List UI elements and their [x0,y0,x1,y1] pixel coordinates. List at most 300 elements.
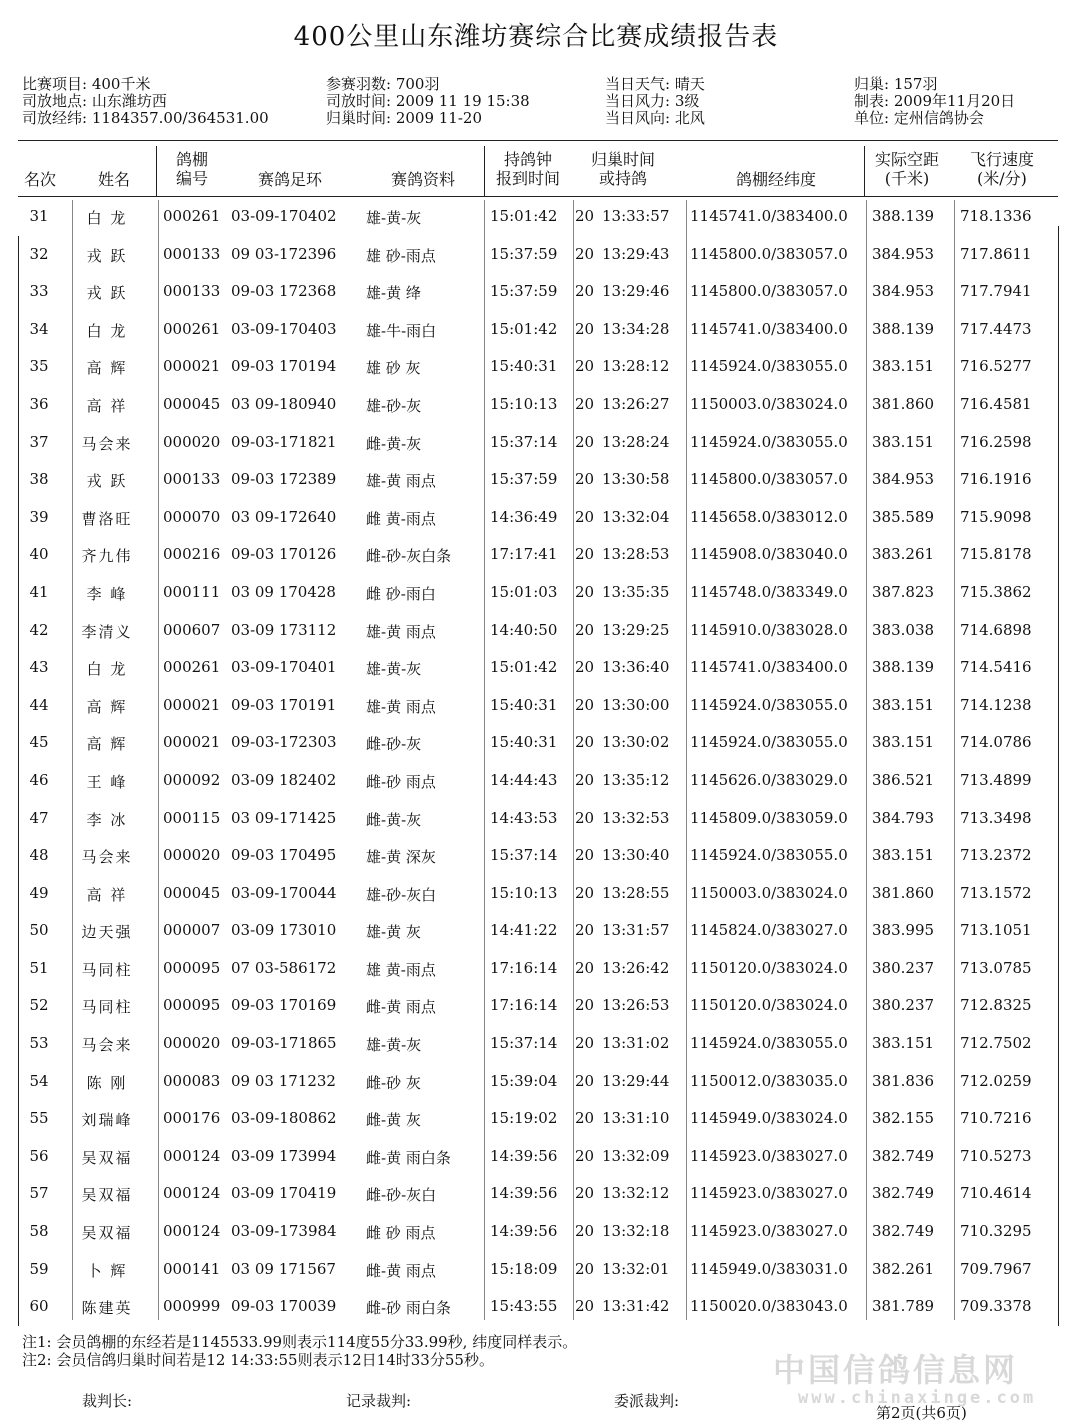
cell-arrival-time: 13:29:43 [602,244,670,263]
cell-rank: 43 [29,658,49,677]
cell-ring-number: 03 09 170428 [231,582,336,601]
cell-loft-id: 000216 [163,545,221,564]
cell-loft-id: 000021 [163,357,221,376]
cell-loft-id: 000133 [163,282,221,301]
cell-clock-time: 15:43:55 [490,1297,558,1316]
cell-ring-number: 09-03 170039 [231,1297,337,1316]
cell-speed: 717.4473 [960,319,1032,338]
table-row [0,837,1072,875]
cell-clock-time: 15:10:13 [490,883,558,902]
cell-ring-number: 09 03 171232 [231,1071,336,1090]
cell-loft-coordinates: 1150003.0/383024.0 [690,883,848,902]
cell-rank: 55 [29,1109,49,1128]
table-row [0,499,1072,537]
cell-rank: 49 [29,883,49,902]
cell-arrival-time: 13:34:28 [602,319,670,338]
cell-distance: 383.261 [872,545,935,564]
cell-loft-id: 000020 [163,846,221,865]
cell-pigeon-info: 雄-黄 绛 [366,284,421,303]
cell-ring-number: 03 09-180940 [231,394,337,413]
cell-name: 高 辉 [86,735,128,754]
meta-col-1 [22,76,269,127]
cell-clock-time: 14:40:50 [490,620,558,639]
cell-speed: 718.1336 [960,207,1032,225]
cell-ring-number: 09-03-172303 [231,733,337,752]
cell-clock-time: 15:10:13 [490,394,558,413]
cell-arrival-day: 20 [575,1184,595,1203]
cell-distance: 381.789 [872,1297,935,1316]
cell-ring-number: 09-03 172389 [231,470,337,489]
table-row [0,273,1072,311]
header-arrival: 归巢时间 或持鸽 [590,150,655,188]
table-row [0,1100,1072,1138]
cell-loft-coordinates: 1145923.0/383027.0 [690,1146,848,1165]
table-row [0,1288,1072,1326]
cell-arrival-time: 13:36:40 [602,658,670,677]
cell-ring-number: 03 09-172640 [231,507,337,526]
cell-arrival-day: 20 [575,357,595,376]
table-row [0,348,1072,386]
cell-ring-number: 07 03-586172 [231,958,337,977]
table-row [0,912,1072,950]
cell-loft-id: 000007 [163,921,221,940]
cell-loft-coordinates: 1145924.0/383055.0 [690,432,848,451]
cell-clock-time: 17:16:14 [490,996,558,1015]
signature-chief-referee: 裁判长: [82,1392,133,1410]
meta-item: 当日风力: 3级 [605,92,700,110]
table-row [0,1138,1072,1176]
cell-pigeon-info: 雌-砂-灰 [366,735,422,754]
cell-arrival-time: 13:28:24 [602,432,670,451]
cell-loft-id: 000261 [163,319,221,338]
cell-ring-number: 03-09 173112 [231,620,337,639]
cell-speed: 716.4581 [960,394,1032,413]
cell-distance: 388.139 [872,658,935,677]
cell-arrival-day: 20 [575,620,595,639]
header-bottom-rule [18,196,1058,197]
cell-loft-id: 000115 [163,808,221,827]
cell-rank: 53 [29,1034,49,1053]
cell-loft-coordinates: 1145824.0/383027.0 [690,921,848,940]
cell-arrival-time: 13:35:12 [602,770,670,789]
cell-loft-id: 000092 [163,770,221,789]
cell-distance: 383.151 [872,432,935,451]
cell-rank: 37 [29,432,49,451]
cell-distance: 382.749 [872,1222,935,1241]
cell-arrival-time: 13:32:18 [602,1222,670,1241]
cell-rank: 42 [29,620,49,639]
meta-item: 归巢: 157羽 [854,75,938,93]
cell-rank: 48 [29,846,49,865]
footnotes [22,1333,577,1369]
cell-speed: 714.0786 [960,733,1032,752]
cell-loft-id: 000607 [163,620,221,639]
cell-loft-id: 000176 [163,1109,221,1128]
cell-loft-id: 000021 [163,695,221,714]
cell-ring-number: 03-09-170044 [231,883,337,902]
cell-ring-number: 03-09-180862 [231,1109,337,1128]
cell-speed: 715.8178 [960,545,1032,564]
cell-speed: 716.5277 [960,357,1032,376]
table-row [0,1251,1072,1289]
cell-ring-number: 09 03-172396 [231,244,337,263]
table-row [0,236,1072,274]
cell-pigeon-info: 雌-黄 雨点 [366,998,436,1017]
header-coord: 鸽棚经纬度 [735,170,816,189]
cell-arrival-time: 13:28:55 [602,883,670,902]
cell-loft-coordinates: 1145924.0/383055.0 [690,733,848,752]
cell-rank: 35 [29,357,49,376]
cell-pigeon-info: 雄-黄-灰 [366,1036,422,1055]
cell-loft-id: 000095 [163,958,221,977]
cell-pigeon-info: 雄-黄 灰 [366,923,421,942]
cell-name: 马会来 [81,1036,133,1055]
cell-loft-id: 000070 [163,507,221,526]
table-top-rule [18,140,1058,141]
cell-pigeon-info: 雄-砂-灰白 [366,885,437,904]
cell-loft-coordinates: 1145924.0/383055.0 [690,846,848,865]
cell-loft-coordinates: 1145910.0/383028.0 [690,620,848,639]
cell-distance: 384.953 [872,470,935,489]
cell-rank: 45 [29,733,49,752]
page-number: 第2页(共6页) [876,1404,967,1422]
cell-loft-coordinates: 1145800.0/383057.0 [690,244,848,263]
meta-item: 参赛羽数: 700羽 [326,75,440,93]
cell-distance: 388.139 [872,207,935,225]
meta-item: 比赛项目: 400千米 [22,75,151,93]
cell-name: 曹洛旺 [81,509,133,528]
cell-speed: 714.1238 [960,695,1032,714]
cell-rank: 57 [29,1184,49,1203]
cell-speed: 715.3862 [960,582,1032,601]
cell-name: 马同柱 [81,998,133,1017]
cell-loft-coordinates: 1145800.0/383057.0 [690,470,848,489]
cell-pigeon-info: 雄 黄-雨点 [366,960,436,979]
cell-loft-coordinates: 1145741.0/383400.0 [690,319,848,338]
cell-loft-coordinates: 1150020.0/383043.0 [690,1297,848,1316]
cell-pigeon-info: 雄-牛-雨白 [366,321,437,340]
cell-arrival-day: 20 [575,770,595,789]
cell-rank: 50 [29,921,49,940]
cell-loft-id: 000045 [163,883,221,902]
header-speed: 飞行速度 (米/分) [969,150,1034,188]
cell-rank: 34 [29,319,49,338]
cell-pigeon-info: 雄-砂-灰 [366,396,422,415]
meta-item: 司放地点: 山东潍坊西 [22,92,167,110]
cell-clock-time: 15:37:59 [490,244,558,263]
cell-arrival-time: 13:29:44 [602,1071,670,1090]
cell-arrival-time: 13:28:53 [602,545,670,564]
cell-arrival-day: 20 [575,958,595,977]
cell-clock-time: 15:39:04 [490,1071,558,1090]
cell-pigeon-info: 雄-黄 雨点 [366,697,436,716]
cell-rank: 54 [29,1071,49,1090]
cell-arrival-time: 13:31:42 [602,1297,670,1316]
cell-arrival-day: 20 [575,1071,595,1090]
cell-arrival-time: 13:32:01 [602,1259,670,1278]
cell-arrival-time: 13:26:42 [602,958,670,977]
cell-name: 高 辉 [86,359,128,378]
cell-arrival-time: 13:26:27 [602,394,670,413]
watermark-url: www.chinaxinge.com [798,1388,1037,1408]
cell-name: 马同柱 [81,960,133,979]
cell-pigeon-info: 雌-砂 雨点 [366,772,436,791]
cell-loft-coordinates: 1145626.0/383029.0 [690,770,848,789]
cell-distance: 381.860 [872,394,935,413]
meta-col-2 [326,76,530,127]
table-row [0,687,1072,725]
table-row [0,536,1072,574]
cell-ring-number: 03 09-171425 [231,808,337,827]
cell-speed: 713.3498 [960,808,1032,827]
cell-rank: 59 [29,1259,49,1278]
col-divider [484,146,485,196]
cell-ring-number: 09-03-171821 [231,432,337,451]
cell-name: 王 峰 [86,772,128,791]
table-row [0,724,1072,762]
table-row [0,762,1072,800]
cell-ring-number: 09-03 170191 [231,695,337,714]
cell-name: 白 龙 [86,209,128,227]
cell-name: 戎 跃 [86,246,128,265]
watermark: 中国信鸽信息网 [773,1351,1019,1389]
cell-pigeon-info: 雌-黄 灰 [366,1111,421,1130]
cell-pigeon-info: 雌-砂-灰白 [366,1186,437,1205]
cell-speed: 714.5416 [960,658,1032,677]
cell-arrival-day: 20 [575,1146,595,1165]
cell-loft-id: 000133 [163,470,221,489]
cell-pigeon-info: 雌 砂-雨白 [366,584,436,603]
cell-rank: 46 [29,770,49,789]
cell-speed: 714.6898 [960,620,1032,639]
cell-name: 刘瑞峰 [81,1111,133,1130]
cell-loft-id: 000095 [163,996,221,1015]
cell-arrival-day: 20 [575,1109,595,1128]
cell-speed: 710.4614 [960,1184,1032,1203]
cell-arrival-day: 20 [575,582,595,601]
cell-clock-time: 17:16:14 [490,958,558,977]
cell-rank: 33 [29,282,49,301]
cell-pigeon-info: 雄-黄 雨点 [366,472,436,491]
table-row [0,612,1072,650]
cell-clock-time: 15:01:42 [490,207,558,225]
cell-speed: 710.7216 [960,1109,1032,1128]
cell-pigeon-info: 雄 砂-雨点 [366,246,436,265]
table-row [0,987,1072,1025]
cell-loft-coordinates: 1145924.0/383055.0 [690,695,848,714]
cell-clock-time: 14:43:53 [490,808,558,827]
meta-item: 归巢时间: 2009 11-20 [326,109,483,127]
cell-arrival-day: 20 [575,921,595,940]
cell-clock-time: 15:37:59 [490,470,558,489]
cell-distance: 382.749 [872,1146,935,1165]
cell-name: 马会来 [81,434,133,453]
cell-ring-number: 03 09 171567 [231,1259,336,1278]
cell-rank: 56 [29,1146,49,1165]
cell-clock-time: 17:17:41 [490,545,558,564]
cell-ring-number: 03-09 182402 [231,770,337,789]
cell-name: 吴双福 [81,1148,133,1167]
cell-loft-coordinates: 1145923.0/383027.0 [690,1222,848,1241]
cell-arrival-time: 13:33:57 [602,207,670,225]
cell-arrival-day: 20 [575,244,595,263]
cell-name: 戎 跃 [86,472,128,491]
cell-loft-coordinates: 1145924.0/383055.0 [690,1034,848,1053]
table-row [0,386,1072,424]
cell-loft-id: 000083 [163,1071,221,1090]
table-row [0,649,1072,687]
cell-distance: 387.823 [872,582,935,601]
cell-name: 吴双福 [81,1224,133,1243]
cell-arrival-day: 20 [575,507,595,526]
cell-speed: 710.3295 [960,1222,1032,1241]
cell-distance: 381.836 [872,1071,935,1090]
cell-clock-time: 14:41:22 [490,921,558,940]
meta-item: 制表: 2009年11月20日 [854,92,1016,110]
cell-arrival-day: 20 [575,1222,595,1241]
col-divider [156,146,157,196]
cell-arrival-day: 20 [575,545,595,564]
cell-arrival-day: 20 [575,1034,595,1053]
cell-ring-number: 09-03 170495 [231,846,337,865]
signature-record-referee: 记录裁判: [346,1392,412,1410]
cell-loft-coordinates: 1145923.0/383027.0 [690,1184,848,1203]
cell-arrival-time: 13:31:02 [602,1034,670,1053]
header-ring: 赛鸽足环 [257,170,322,189]
cell-ring-number: 03-09 170419 [231,1184,337,1203]
cell-speed: 715.9098 [960,507,1032,526]
cell-ring-number: 03-09 173010 [231,921,337,940]
cell-pigeon-info: 雌-砂 雨白条 [366,1299,451,1318]
cell-pigeon-info: 雄-黄-灰 [366,660,422,679]
cell-clock-time: 15:37:14 [490,1034,558,1053]
cell-rank: 47 [29,808,49,827]
cell-loft-coordinates: 1145748.0/383349.0 [690,582,848,601]
cell-distance: 380.237 [872,958,935,977]
cell-loft-id: 000124 [163,1146,221,1165]
meta-item: 当日天气: 晴天 [605,75,705,93]
cell-clock-time: 15:40:31 [490,695,558,714]
cell-pigeon-info: 雌-黄-灰 [366,810,422,829]
footnote: 注2: 会员信鸽归巢时间若是12 14:33:55则表示12日14时33分55秒。 [22,1351,494,1369]
cell-distance: 384.953 [872,244,935,263]
cell-rank: 38 [29,470,49,489]
table-row [0,198,1072,236]
cell-distance: 383.995 [872,921,935,940]
table-row [0,1063,1072,1101]
cell-pigeon-info: 雌-黄-灰 [366,434,422,453]
meta-item: 司放时间: 2009 11 19 15:38 [326,92,530,110]
cell-speed: 713.4899 [960,770,1032,789]
cell-clock-time: 14:39:56 [490,1146,558,1165]
cell-distance: 383.038 [872,620,935,639]
cell-arrival-time: 13:29:46 [602,282,670,301]
cell-ring-number: 03-09-170401 [231,658,337,677]
header-name: 姓名 [97,170,130,189]
cell-speed: 713.1051 [960,921,1032,940]
meta-col-3 [605,76,705,127]
cell-arrival-day: 20 [575,319,595,338]
meta-col-4 [854,76,1015,127]
cell-speed: 712.0259 [960,1071,1032,1090]
cell-rank: 32 [29,244,49,263]
cell-distance: 388.139 [872,319,935,338]
cell-pigeon-info: 雄-黄-灰 [366,209,422,227]
cell-name: 李 冰 [86,810,128,829]
cell-arrival-day: 20 [575,808,595,827]
cell-ring-number: 03-09-170403 [231,319,337,338]
cell-loft-id: 000133 [163,244,221,263]
cell-rank: 31 [29,207,49,225]
cell-ring-number: 09-03-171865 [231,1034,337,1053]
cell-clock-time: 15:40:31 [490,357,558,376]
page-title: 400公里山东潍坊赛综合比赛成绩报告表 [293,22,779,52]
cell-clock-time: 15:19:02 [490,1109,558,1128]
cell-speed: 713.0785 [960,958,1032,977]
cell-clock-time: 15:01:03 [490,582,558,601]
cell-arrival-day: 20 [575,846,595,865]
cell-distance: 384.953 [872,282,935,301]
cell-clock-time: 15:37:14 [490,432,558,451]
cell-rank: 41 [29,582,49,601]
cell-name: 李清义 [81,622,133,641]
cell-loft-coordinates: 1150120.0/383024.0 [690,996,848,1015]
header-rank: 名次 [23,170,56,189]
cell-loft-id: 000141 [163,1259,221,1278]
cell-loft-coordinates: 1145809.0/383059.0 [690,808,848,827]
cell-arrival-time: 13:29:25 [602,620,670,639]
cell-arrival-time: 13:35:35 [602,582,670,601]
table-row [0,800,1072,838]
col-divider [864,146,865,196]
cell-pigeon-info: 雄 砂 灰 [366,359,421,378]
cell-pigeon-info: 雌-砂-灰白条 [366,547,452,566]
cell-loft-id: 000045 [163,394,221,413]
cell-arrival-time: 13:32:09 [602,1146,670,1165]
table-row [0,1213,1072,1251]
cell-arrival-day: 20 [575,1297,595,1316]
cell-loft-id: 000020 [163,432,221,451]
cell-distance: 385.589 [872,507,935,526]
cell-name: 白 龙 [86,660,128,679]
cell-distance: 383.151 [872,695,935,714]
header-loft: 鸽棚 编号 [175,150,208,188]
cell-pigeon-info: 雌-黄 雨白条 [366,1148,451,1167]
cell-speed: 716.1916 [960,470,1032,489]
cell-speed: 713.2372 [960,846,1032,865]
cell-arrival-time: 13:30:00 [602,695,670,714]
cell-clock-time: 14:39:56 [490,1222,558,1241]
cell-clock-time: 14:44:43 [490,770,558,789]
cell-arrival-time: 13:32:04 [602,507,670,526]
cell-rank: 51 [29,958,49,977]
cell-speed: 716.2598 [960,432,1032,451]
cell-arrival-day: 20 [575,432,595,451]
table-row [0,1175,1072,1213]
cell-distance: 382.155 [872,1109,935,1128]
cell-rank: 58 [29,1222,49,1241]
cell-loft-coordinates: 1145908.0/383040.0 [690,545,848,564]
cell-ring-number: 09-03 172368 [231,282,337,301]
cell-rank: 36 [29,394,49,413]
cell-arrival-time: 13:32:53 [602,808,670,827]
cell-arrival-time: 13:26:53 [602,996,670,1015]
cell-arrival-day: 20 [575,394,595,413]
cell-pigeon-info: 雌 黄-雨点 [366,509,436,528]
cell-clock-time: 15:40:31 [490,733,558,752]
cell-loft-id: 000999 [163,1297,221,1316]
cell-arrival-time: 13:30:58 [602,470,670,489]
